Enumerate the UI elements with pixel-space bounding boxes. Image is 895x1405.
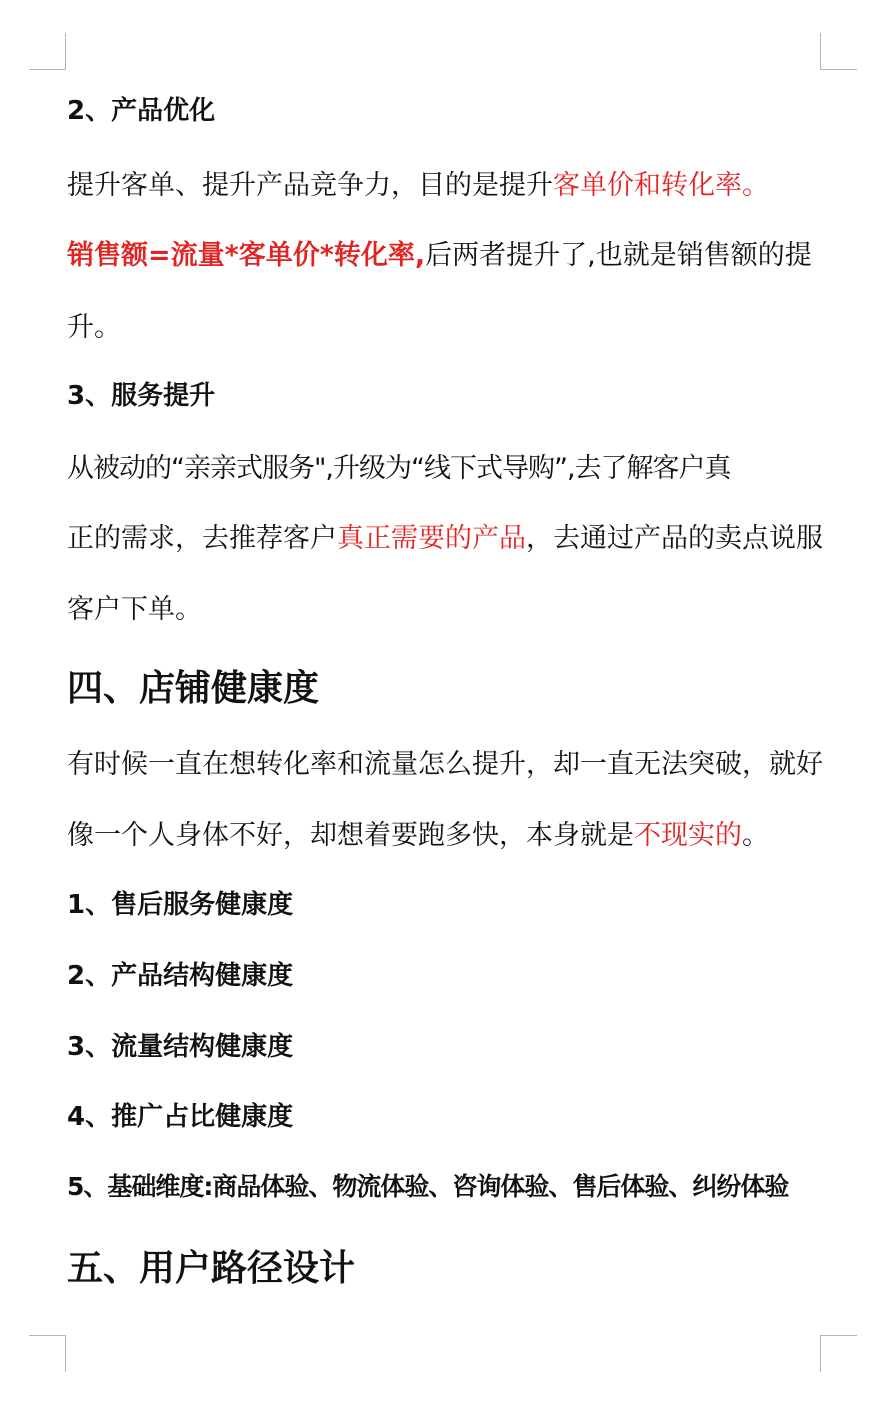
corner-mark-top-left bbox=[29, 33, 66, 70]
paragraph-service-2 bbox=[67, 516, 827, 555]
paragraph-product-1 bbox=[67, 163, 827, 202]
text-run: ，去通过产品的卖点说服 bbox=[526, 523, 823, 554]
paragraph-sales-formula-cont: 升。 bbox=[67, 312, 121, 343]
heading-service-upgrade: 3、服务提升 bbox=[67, 381, 216, 411]
paragraph-sales-formula bbox=[67, 233, 827, 272]
heading-product-optimization: 2、产品优化 bbox=[67, 96, 216, 126]
corner-mark-bottom-right bbox=[820, 1335, 857, 1372]
section-title-store-health: 四、店铺健康度 bbox=[67, 668, 320, 709]
text-run: 像一个人身体不好，却想着要跑多快，本身就是 bbox=[67, 820, 634, 851]
list-item-promotion-ratio: 4、推广占比健康度 bbox=[67, 1102, 294, 1132]
section-title-user-path: 五、用户路径设计 bbox=[67, 1248, 356, 1289]
list-item-product-structure: 2、产品结构健康度 bbox=[67, 961, 294, 991]
list-item-basic-dimensions: 5、基础维度:商品体验、物流体验、咨询体验、售后体验、纠纷体验 bbox=[67, 1172, 789, 1201]
text-run: 正的需求，去推荐客户 bbox=[67, 523, 337, 554]
text-run: 后两者提升了,也就是销售额的提 bbox=[425, 240, 812, 271]
paragraph-service-1: 从被动的“亲亲式服务",升级为“线下式导购”,去了解客户真 bbox=[67, 453, 731, 484]
text-run: 提升客单、提升产品竞争力，目的是提升 bbox=[67, 170, 553, 201]
corner-mark-top-right bbox=[820, 33, 857, 70]
paragraph-health-2 bbox=[67, 813, 827, 852]
formula-text: 销售额=流量*客单价*转化率, bbox=[67, 240, 426, 271]
list-item-traffic-structure: 3、流量结构健康度 bbox=[67, 1032, 294, 1062]
list-item-after-sales: 1、售后服务健康度 bbox=[67, 890, 294, 920]
highlight-text: 真正需要的产品 bbox=[337, 523, 526, 554]
highlight-text: 客单价和转化率。 bbox=[553, 170, 769, 201]
text-run: 。 bbox=[742, 820, 769, 851]
highlight-text: 不现实的 bbox=[634, 820, 742, 851]
paragraph-service-3: 客户下单。 bbox=[67, 594, 202, 625]
corner-mark-bottom-left bbox=[29, 1335, 66, 1372]
paragraph-health-1: 有时候一直在想转化率和流量怎么提升，却一直无法突破，就好 bbox=[67, 749, 823, 780]
